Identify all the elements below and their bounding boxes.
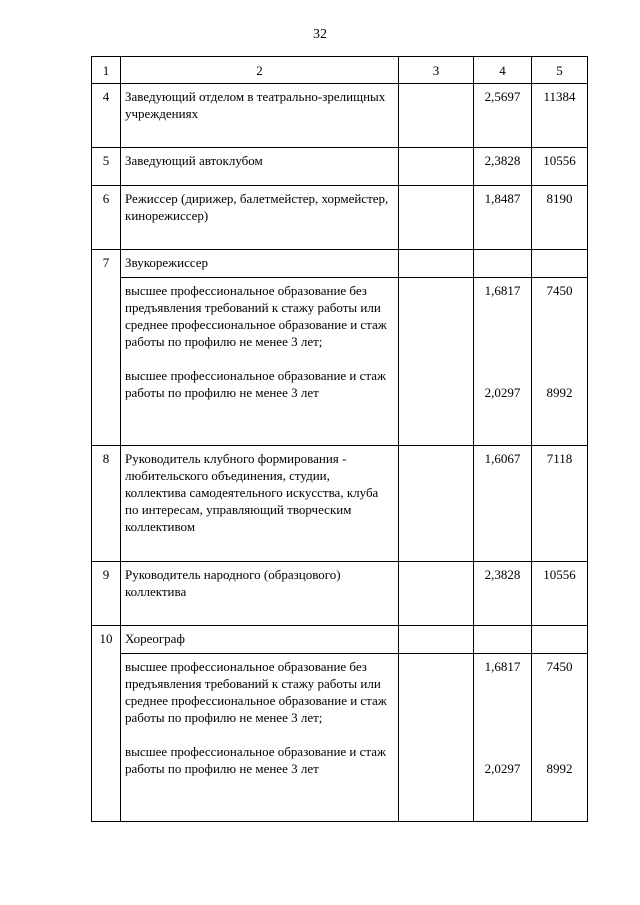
coefficient: 1,6817 (484, 659, 521, 674)
row-number: 8 (92, 446, 121, 562)
empty-cell (399, 446, 474, 562)
qualification-text: высшее профессиональное образование без предъявления требований к стажу работы или среднее профессиональное образование и стаж работы по профилю не менее 3 лет; (125, 283, 387, 349)
salary-cell (532, 654, 588, 822)
coefficient: 2,0297 (484, 761, 521, 776)
position-name: Звукорежиссер (121, 250, 399, 278)
salary-cell (532, 278, 588, 446)
salary: 7450 (546, 659, 573, 674)
coefficient (474, 626, 532, 654)
empty-cell (399, 250, 474, 278)
header-cell: 3 (399, 57, 474, 84)
salary: 8992 (546, 761, 573, 776)
table-header-row (92, 57, 588, 84)
header-cell: 1 (92, 57, 121, 84)
empty-cell (399, 84, 474, 148)
table-row-subitems (92, 654, 588, 822)
coefficient: 2,0297 (484, 385, 521, 400)
coefficient: 2,5697 (474, 84, 532, 148)
table-row (92, 626, 588, 654)
position-name: Хореограф (121, 626, 399, 654)
coefficient: 1,8487 (474, 186, 532, 250)
salary: 8992 (546, 385, 573, 400)
table-row-subitems (92, 278, 588, 446)
qualification-text: высшее профессиональное образование и стаж работы по профилю не менее 3 лет (125, 744, 386, 776)
header-cell: 2 (121, 57, 399, 84)
header-cell: 4 (474, 57, 532, 84)
empty-cell (399, 148, 474, 186)
coefficient: 2,3828 (474, 562, 532, 626)
salary: 10556 (532, 148, 588, 186)
coefficient: 2,3828 (474, 148, 532, 186)
position-name: Заведующий автоклубом (121, 148, 399, 186)
page-number: 32 (313, 27, 327, 42)
qualification-cell (121, 654, 399, 822)
header-cell: 5 (532, 57, 588, 84)
row-number: 9 (92, 562, 121, 626)
position-name: Режиссер (дирижер, балетмейстер, хормейстер, кинорежиссер) (121, 186, 399, 250)
coefficient (474, 250, 532, 278)
row-number: 4 (92, 84, 121, 148)
table-row (92, 250, 588, 278)
table-row (92, 186, 588, 250)
qualification-text: высшее профессиональное образование без предъявления требований к стажу работы или среднее профессиональное образование и стаж работы по профилю не менее 3 лет; (125, 659, 387, 725)
row-number: 7 (92, 250, 121, 446)
qualification-cell (121, 278, 399, 446)
empty-cell (399, 562, 474, 626)
positions-table (91, 56, 588, 822)
salary: 7118 (532, 446, 588, 562)
row-number: 6 (92, 186, 121, 250)
table-row (92, 446, 588, 562)
empty-cell (399, 278, 474, 446)
coefficient: 1,6817 (484, 283, 521, 298)
salary: 11384 (532, 84, 588, 148)
empty-cell (399, 654, 474, 822)
table-row (92, 84, 588, 148)
empty-cell (399, 626, 474, 654)
coefficient-cell (474, 654, 532, 822)
salary: 10556 (532, 562, 588, 626)
table-row (92, 148, 588, 186)
salary (532, 250, 588, 278)
position-name: Руководитель клубного формирования - любительского объединения, студии, коллектива самодеятельного искусства, клуба по интересам, управляющий творческим коллективом (121, 446, 399, 562)
salary: 8190 (532, 186, 588, 250)
position-name: Заведующий отделом в театрально-зрелищных учреждениях (121, 84, 399, 148)
salary (532, 626, 588, 654)
row-number: 5 (92, 148, 121, 186)
empty-cell (399, 186, 474, 250)
coefficient-cell (474, 278, 532, 446)
position-name: Руководитель народного (образцового) коллектива (121, 562, 399, 626)
table-row (92, 562, 588, 626)
row-number: 10 (92, 626, 121, 822)
coefficient: 1,6067 (474, 446, 532, 562)
salary: 7450 (546, 283, 573, 298)
qualification-text: высшее профессиональное образование и стаж работы по профилю не менее 3 лет (125, 368, 386, 400)
